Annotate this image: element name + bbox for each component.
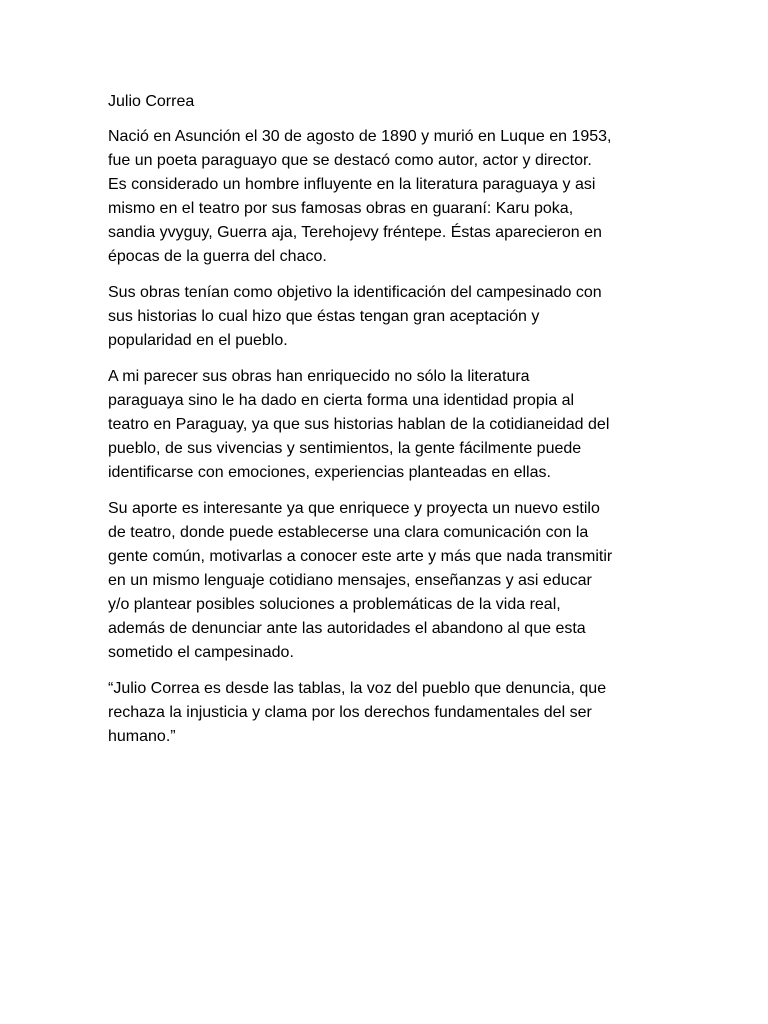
text-line: “Julio Correa es desde las tablas, la voz del pueblo que denuncia, que xyxy=(108,680,607,697)
text-line: teatro en Paraguay, ya que sus historias hablan de la cotidianeidad del xyxy=(108,416,610,433)
paragraph-opinion xyxy=(108,365,668,485)
paragraph-biography xyxy=(108,125,668,269)
paragraph-contribution xyxy=(108,497,668,665)
text-line: humano.” xyxy=(108,728,176,745)
text-line: Su aporte es interesante ya que enriquece y proyecta un nuevo estilo xyxy=(108,500,600,517)
text-line: A mi parecer sus obras han enriquecido no sólo la literatura xyxy=(108,368,530,385)
paragraph-objective xyxy=(108,281,668,353)
paragraph-quote xyxy=(108,677,668,749)
text-line: y/o plantear posibles soluciones a problemáticas de la vida real, xyxy=(108,596,561,613)
document-title: Julio Correa xyxy=(108,93,195,110)
document-body xyxy=(108,90,668,761)
text-line: paraguaya sino le ha dado en cierta forma una identidad propia al xyxy=(108,392,575,409)
text-line: Es considerado un hombre influyente en la literatura paraguaya y asi xyxy=(108,176,596,193)
text-line: sometido el campesinado. xyxy=(108,644,294,661)
text-line: gente común, motivarlas a conocer este arte y más que nada transmitir xyxy=(108,548,613,565)
text-line: además de denunciar ante las autoridades el abandono al que esta xyxy=(108,620,586,637)
text-line: mismo en el teatro por sus famosas obras en guaraní: Karu poka, xyxy=(108,200,574,217)
text-line: sandia yvyguy, Guerra aja, Terehojevy fréntepe. Éstas aparecieron en xyxy=(108,224,602,241)
text-line: de teatro, donde puede establecerse una clara comunicación con la xyxy=(108,524,589,541)
text-line: identificarse con emociones, experiencias planteadas en ellas. xyxy=(108,464,551,481)
text-line: sus historias lo cual hizo que éstas tengan gran aceptación y xyxy=(108,308,540,325)
text-line: en un mismo lenguaje cotidiano mensajes, enseñanzas y asi educar xyxy=(108,572,592,589)
text-line: popularidad en el pueblo. xyxy=(108,332,288,349)
text-line: Nació en Asunción el 30 de agosto de 1890 y murió en Luque en 1953, xyxy=(108,128,612,145)
text-line: pueblo, de sus vivencias y sentimientos, la gente fácilmente puede xyxy=(108,440,582,457)
text-line: Sus obras tenían como objetivo la identificación del campesinado con xyxy=(108,284,602,301)
text-line: épocas de la guerra del chaco. xyxy=(108,248,327,265)
text-line: fue un poeta paraguayo que se destacó como autor, actor y director. xyxy=(108,152,592,169)
text-line: rechaza la injusticia y clama por los derechos fundamentales del ser xyxy=(108,704,592,721)
